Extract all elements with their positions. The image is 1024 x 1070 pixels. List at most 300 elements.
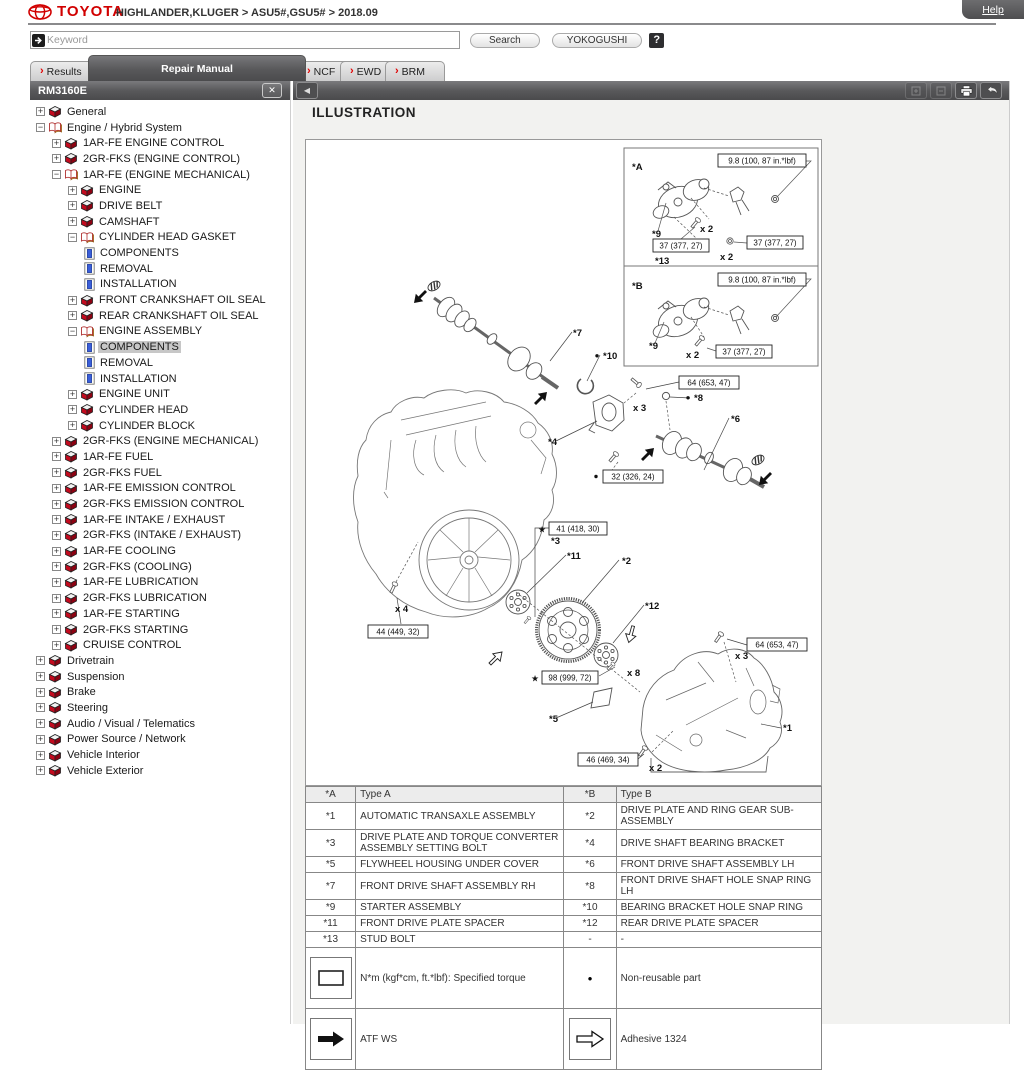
part-ref-label: *1 [783, 723, 792, 734]
part-name-cell: FRONT DRIVE SHAFT ASSEMBLY LH [616, 857, 821, 873]
book-open-icon [48, 121, 62, 134]
diagram-svg [306, 140, 821, 785]
tree-item-label: COMPONENTS [100, 341, 179, 354]
table-row [306, 916, 822, 932]
torque-label: 32 (326, 24) [611, 472, 655, 482]
tree-item[interactable] [30, 402, 290, 418]
book-closed-icon [48, 733, 62, 746]
atf-arrow-icon [310, 1018, 352, 1060]
tab-results[interactable]: › Results [30, 61, 108, 81]
adhesive-arrow-icon [569, 1018, 611, 1060]
tab-ewd[interactable]: › EWD [340, 61, 400, 81]
tree-item[interactable] [30, 528, 290, 544]
book-closed-icon [48, 670, 62, 683]
expand-icon[interactable]: + [53, 451, 60, 462]
book-closed-icon [64, 545, 78, 558]
expand-icon[interactable]: + [37, 106, 44, 117]
illustration-diagram [305, 139, 822, 786]
tree-item-label: Engine / Hybrid System [67, 121, 182, 134]
tree-item-label: INSTALLATION [100, 278, 177, 291]
torque-spec-icon [310, 957, 352, 999]
part-ref-label: x 4 [395, 604, 409, 615]
book-closed-icon [80, 294, 94, 307]
tree-item[interactable] [30, 198, 290, 214]
book-closed-icon [64, 152, 78, 165]
doc-icon [84, 262, 95, 275]
column-header: *A [306, 787, 356, 803]
tree-item-label: 2GR-FKS (ENGINE MECHANICAL) [83, 435, 259, 448]
expand-icon[interactable]: + [53, 498, 60, 509]
book-closed-icon [64, 450, 78, 463]
tree-item-label: 1AR-FE STARTING [83, 607, 180, 620]
tree-item-label: CYLINDER BLOCK [99, 419, 195, 432]
tree-item[interactable] [30, 277, 290, 293]
expand-icon[interactable]: + [37, 765, 44, 776]
tree-item[interactable] [30, 151, 290, 167]
help-button[interactable]: Help [962, 0, 1024, 19]
torque-label: 64 (653, 47) [687, 378, 731, 388]
expand-icon[interactable]: + [37, 686, 44, 697]
torque-label: 9.8 (100, 87 in.*lbf) [728, 275, 796, 285]
main-panel [293, 81, 1010, 1045]
tree-item-label: Brake [67, 686, 96, 699]
tree-item[interactable] [30, 308, 290, 324]
tree-item-label: CYLINDER HEAD GASKET [99, 231, 236, 244]
tree-item[interactable] [30, 559, 290, 575]
tree-item[interactable] [30, 700, 290, 716]
part-ref-label: x 2 [720, 252, 734, 263]
expand-icon[interactable]: + [53, 514, 60, 525]
table-row [306, 857, 822, 873]
book-open-icon [80, 231, 94, 244]
tree-item[interactable] [30, 292, 290, 308]
table-row [306, 873, 822, 900]
expand-icon[interactable]: + [37, 733, 44, 744]
expand-icon[interactable]: + [69, 200, 76, 211]
part-ref-cell: *5 [306, 857, 356, 873]
expand-icon[interactable]: + [69, 294, 76, 305]
book-closed-icon [48, 717, 62, 730]
table-row [306, 830, 822, 857]
expand-icon[interactable]: + [53, 576, 60, 587]
tree-item-label: Vehicle Interior [67, 749, 140, 762]
legend-row [306, 948, 822, 1009]
sidebar-panel [30, 81, 291, 1024]
tree-item-label: 1AR-FE EMISSION CONTROL [83, 482, 236, 495]
tree-item-label: Audio / Visual / Telematics [67, 717, 195, 730]
toyota-logo [28, 3, 124, 20]
part-name-cell: DRIVE PLATE AND RING GEAR SUB-ASSEMBLY [616, 803, 821, 830]
part-ref-label: *2 [622, 556, 631, 567]
book-closed-icon [64, 513, 78, 526]
chevron-icon: › [40, 65, 44, 77]
part-ref-label: *3 [551, 536, 560, 547]
book-closed-icon [80, 419, 94, 432]
book-closed-icon [64, 529, 78, 542]
nav-tree [30, 100, 290, 779]
tree-item[interactable] [30, 449, 290, 465]
document-id: RM3160E [38, 84, 87, 97]
collapse-icon[interactable]: − [53, 169, 60, 180]
tree-item[interactable] [30, 261, 290, 277]
part-name-cell: DRIVE PLATE AND TORQUE CONVERTER ASSEMBLY SETTING BOLT [356, 830, 564, 857]
book-closed-icon [48, 105, 62, 118]
book-closed-icon [80, 388, 94, 401]
tree-item-label: DRIVE BELT [99, 199, 163, 212]
tree-item[interactable] [30, 763, 290, 779]
book-closed-icon [80, 199, 94, 212]
search-help-icon[interactable]: ? [649, 33, 664, 48]
tree-item[interactable] [30, 120, 290, 136]
tree-item[interactable] [30, 135, 290, 151]
book-closed-icon [48, 701, 62, 714]
part-ref-label: *6 [731, 414, 740, 425]
expand-icon[interactable]: + [53, 608, 60, 619]
toyota-emblem-icon [28, 4, 52, 20]
doc-icon [84, 278, 95, 291]
part-ref-label: *13 [655, 256, 670, 267]
book-open-icon [64, 168, 78, 181]
part-ref-label: *11 [567, 551, 581, 562]
tree-item[interactable] [30, 371, 290, 387]
part-ref-label: *9 [652, 229, 661, 240]
tree-item-label: CRUISE CONTROL [83, 639, 182, 652]
close-icon[interactable]: ✕ [262, 83, 282, 98]
content-toolbar [293, 81, 1009, 100]
search-input[interactable] [47, 34, 459, 47]
zoom-out-icon[interactable] [930, 82, 952, 99]
collapse-icon[interactable]: − [69, 231, 76, 242]
torque-label: 37 (377, 27) [722, 347, 766, 357]
tree-item-label: Power Source / Network [67, 733, 186, 746]
part-name-cell: FRONT DRIVE SHAFT ASSEMBLY RH [356, 873, 564, 900]
book-closed-icon [64, 482, 78, 495]
expand-icon[interactable]: + [69, 216, 76, 227]
parts-table-header-row [306, 787, 822, 803]
book-closed-icon [64, 592, 78, 605]
non-reusable-mark [686, 396, 689, 399]
tree-item-label: REAR CRANKSHAFT OIL SEAL [99, 309, 259, 322]
expand-icon[interactable]: + [53, 467, 60, 478]
tree-item[interactable] [30, 104, 290, 120]
non-reusable-bullet-icon: • [587, 970, 593, 986]
book-closed-icon [48, 654, 62, 667]
tree-item[interactable] [30, 355, 290, 371]
part-ref-label: *B [632, 281, 643, 292]
book-closed-icon [64, 466, 78, 479]
expand-icon[interactable]: + [69, 420, 76, 431]
torque-label: 46 (469, 34) [586, 755, 630, 765]
part-ref-label: *10 [603, 351, 618, 362]
tree-item[interactable] [30, 590, 290, 606]
part-name-cell: AUTOMATIC TRANSAXLE ASSEMBLY [356, 803, 564, 830]
tree-item-label: 2GR-FKS (COOLING) [83, 560, 192, 573]
table-row [306, 932, 822, 948]
expand-icon[interactable]: + [69, 404, 76, 415]
tree-item-label: 1AR-FE LUBRICATION [83, 576, 199, 589]
header-divider [28, 23, 996, 25]
star-mark: ★ [538, 524, 547, 535]
starter-a-illustration [651, 176, 778, 223]
tree-item[interactable] [30, 245, 290, 261]
part-name-cell: FLYWHEEL HOUSING UNDER COVER [356, 857, 564, 873]
search-button[interactable]: Search [470, 33, 540, 48]
top-header [0, 0, 1024, 23]
tree-item-label: Vehicle Exterior [67, 764, 144, 777]
part-name-cell: DRIVE SHAFT BEARING BRACKET [616, 830, 821, 857]
tree-item[interactable] [30, 684, 290, 700]
tree-item[interactable] [30, 637, 290, 653]
torque-label: 41 (418, 30) [556, 524, 600, 534]
collapse-sidebar-button[interactable]: ◀ [296, 82, 318, 99]
tree-item[interactable] [30, 669, 290, 685]
book-closed-icon [80, 403, 94, 416]
expand-icon[interactable]: + [53, 592, 60, 603]
legend-text: ATF WS [356, 1009, 564, 1070]
back-icon[interactable] [980, 82, 1002, 99]
bearing-bracket-illustration [589, 395, 624, 433]
book-open-icon [80, 325, 94, 338]
part-ref-cell: *3 [306, 830, 356, 857]
torque-label: 64 (653, 47) [755, 640, 799, 650]
torque-label: 9.8 (100, 87 in.*lbf) [728, 156, 796, 166]
tree-item-label: 1AR-FE (ENGINE MECHANICAL) [83, 168, 250, 181]
expand-icon[interactable]: + [37, 655, 44, 666]
part-name-cell: FRONT DRIVE PLATE SPACER [356, 916, 564, 932]
torque-label: 44 (449, 32) [376, 627, 420, 637]
tree-item[interactable] [30, 465, 290, 481]
keyword-field-wrap [30, 31, 460, 49]
part-ref-label: *9 [649, 341, 658, 352]
doc-icon [84, 356, 95, 369]
tree-item-label: 1AR-FE ENGINE CONTROL [83, 137, 225, 150]
tree-item-label: 2GR-FKS (ENGINE CONTROL) [83, 152, 241, 165]
book-closed-icon [48, 749, 62, 762]
table-row [306, 900, 822, 916]
book-closed-icon [64, 560, 78, 573]
tree-item[interactable] [30, 496, 290, 512]
tree-item[interactable] [30, 716, 290, 732]
book-closed-icon [48, 686, 62, 699]
chevron-icon: › [307, 65, 311, 77]
column-header: Type A [356, 787, 564, 803]
expand-icon[interactable]: + [53, 639, 60, 650]
part-name-cell: STUD BOLT [356, 932, 564, 948]
book-closed-icon [64, 576, 78, 589]
non-reusable-mark [595, 354, 598, 357]
part-ref-cell: *10 [564, 900, 616, 916]
part-ref-cell: *6 [564, 857, 616, 873]
tree-item[interactable] [30, 339, 290, 355]
yokogushi-button[interactable]: YOKOGUSHI [552, 33, 643, 48]
book-closed-icon [64, 639, 78, 652]
table-row [306, 803, 822, 830]
legend-text: Non-reusable part [616, 948, 821, 1009]
sidebar-header [30, 81, 290, 100]
part-ref-cell: *1 [306, 803, 356, 830]
book-closed-icon [64, 607, 78, 620]
part-ref-label: x 2 [649, 763, 663, 774]
expand-icon[interactable]: + [53, 545, 60, 556]
tree-item-label: 2GR-FKS (INTAKE / EXHAUST) [83, 529, 242, 542]
book-closed-icon [64, 137, 78, 150]
part-ref-cell: - [564, 932, 616, 948]
expand-icon[interactable]: + [53, 137, 60, 148]
tree-item[interactable] [30, 575, 290, 591]
expand-icon[interactable]: + [69, 388, 76, 399]
tree-item-label: REMOVAL [100, 356, 153, 369]
part-ref-label: *8 [694, 393, 703, 404]
column-header: Type B [616, 787, 821, 803]
tree-item-label: 1AR-FE COOLING [83, 545, 176, 558]
tab-repair-manual[interactable]: Repair Manual [88, 55, 306, 81]
tree-item-label: 1AR-FE FUEL [83, 450, 154, 463]
expand-icon[interactable]: + [37, 702, 44, 713]
expand-icon[interactable]: + [37, 749, 44, 760]
tree-item-label: 2GR-FKS STARTING [83, 623, 189, 636]
keyword-arrow-icon [32, 34, 45, 47]
tab-ncf[interactable]: › NCF [297, 61, 355, 81]
expand-icon[interactable]: + [53, 482, 60, 493]
tree-item-label: CAMSHAFT [99, 215, 160, 228]
expand-icon[interactable]: + [53, 435, 60, 446]
collapse-icon[interactable]: − [37, 122, 44, 133]
part-ref-label: *5 [549, 714, 558, 725]
part-ref-cell: *8 [564, 873, 616, 900]
book-closed-icon [64, 623, 78, 636]
page-title: ILLUSTRATION [312, 105, 416, 120]
tree-item[interactable] [30, 324, 290, 340]
part-ref-label: *4 [548, 437, 557, 448]
starter-b-illustration [651, 295, 778, 342]
tree-item[interactable] [30, 653, 290, 669]
expand-icon[interactable]: + [53, 561, 60, 572]
tree-item-label: 2GR-FKS LUBRICATION [83, 592, 207, 605]
chevron-icon: › [395, 65, 399, 77]
print-icon[interactable] [955, 82, 977, 99]
tree-item[interactable] [30, 167, 290, 183]
part-name-cell: STARTER ASSEMBLY [356, 900, 564, 916]
breadcrumb: HIGHLANDER,KLUGER > ASU5#,GSU5# > 2018.09 [116, 7, 378, 19]
part-ref-label: x 2 [700, 224, 714, 235]
part-ref-label: x 8 [627, 668, 641, 679]
part-ref-label: x 2 [686, 350, 700, 361]
tree-item[interactable] [30, 606, 290, 622]
drive-shaft-rh-illustration [434, 294, 558, 388]
star-mark: ★ [531, 673, 540, 684]
part-ref-label: x 3 [735, 651, 749, 662]
parts-table-wrap [305, 786, 822, 1070]
expand-icon[interactable]: + [37, 718, 44, 729]
torque-label: 37 (377, 27) [659, 241, 703, 251]
book-closed-icon [64, 435, 78, 448]
torque-label: 98 (999, 72) [548, 673, 592, 683]
tree-item[interactable] [30, 418, 290, 434]
chevron-icon: › [350, 65, 354, 77]
parts-table [305, 786, 822, 1070]
expand-icon[interactable]: + [69, 184, 76, 195]
doc-icon [84, 372, 95, 385]
doc-icon [84, 341, 95, 354]
snap-ring-10 [577, 379, 593, 394]
collapse-icon[interactable]: − [69, 325, 76, 336]
tree-item-label: General [67, 105, 107, 118]
expand-icon[interactable]: + [53, 529, 60, 540]
tree-item[interactable] [30, 543, 290, 559]
part-ref-cell: *13 [306, 932, 356, 948]
part-name-cell: - [616, 932, 821, 948]
book-closed-icon [80, 184, 94, 197]
tree-item[interactable] [30, 481, 290, 497]
part-ref-cell: *12 [564, 916, 616, 932]
book-closed-icon [80, 215, 94, 228]
zoom-in-icon[interactable] [905, 82, 927, 99]
tree-item-label: 2GR-FKS EMISSION CONTROL [83, 498, 245, 511]
tree-item[interactable] [30, 433, 290, 449]
column-header: *B [564, 787, 616, 803]
tree-item-label: REMOVAL [100, 262, 153, 275]
tree-item-label: CYLINDER HEAD [99, 403, 189, 416]
tree-item-label: Suspension [67, 670, 125, 683]
expand-icon[interactable]: + [37, 671, 44, 682]
part-ref-label: x 3 [633, 403, 647, 414]
part-ref-label: *A [632, 162, 643, 173]
engine-illustration [354, 390, 557, 617]
torque-label: 37 (377, 27) [753, 238, 797, 248]
non-reusable-mark [594, 475, 597, 478]
expand-icon[interactable]: + [53, 153, 60, 164]
tree-item[interactable] [30, 386, 290, 402]
book-closed-icon [48, 764, 62, 777]
expand-icon[interactable]: + [53, 624, 60, 635]
tree-item-label: FRONT CRANKSHAFT OIL SEAL [99, 294, 266, 307]
doc-icon [84, 247, 95, 260]
transaxle-illustration [641, 649, 782, 772]
search-row [30, 31, 664, 49]
part-ref-label: *12 [645, 601, 660, 612]
tab-brm[interactable]: › BRM [385, 61, 445, 81]
tree-item[interactable] [30, 182, 290, 198]
part-ref-cell: *7 [306, 873, 356, 900]
tree-item[interactable] [30, 622, 290, 638]
tree-item-label: ENGINE ASSEMBLY [99, 325, 203, 338]
tree-item-label: 1AR-FE INTAKE / EXHAUST [83, 513, 226, 526]
tree-item-label: COMPONENTS [100, 247, 179, 260]
part-ref-label: *7 [573, 328, 582, 339]
tree-item[interactable] [30, 512, 290, 528]
brand-name: TOYOTA [57, 3, 125, 20]
tree-item[interactable] [30, 230, 290, 246]
tree-item[interactable] [30, 214, 290, 230]
legend-text: Adhesive 1324 [616, 1009, 821, 1070]
part-ref-cell: *11 [306, 916, 356, 932]
tree-item-label: ENGINE UNIT [99, 388, 170, 401]
tree-item[interactable] [30, 732, 290, 748]
expand-icon[interactable]: + [69, 310, 76, 321]
tree-item-label: 2GR-FKS FUEL [83, 466, 162, 479]
tree-item-label: Steering [67, 701, 108, 714]
tree-item[interactable] [30, 747, 290, 763]
legend-row [306, 1009, 822, 1070]
legend-text: N*m (kgf*cm, ft.*lbf): Specified torque [356, 948, 564, 1009]
part-name-cell: BEARING BRACKET HOLE SNAP RING [616, 900, 821, 916]
tree-item-label: INSTALLATION [100, 372, 177, 385]
part-ref-cell: *2 [564, 803, 616, 830]
tree-item-label: ENGINE [99, 184, 142, 197]
book-closed-icon [80, 309, 94, 322]
part-ref-cell: *4 [564, 830, 616, 857]
book-closed-icon [64, 498, 78, 511]
